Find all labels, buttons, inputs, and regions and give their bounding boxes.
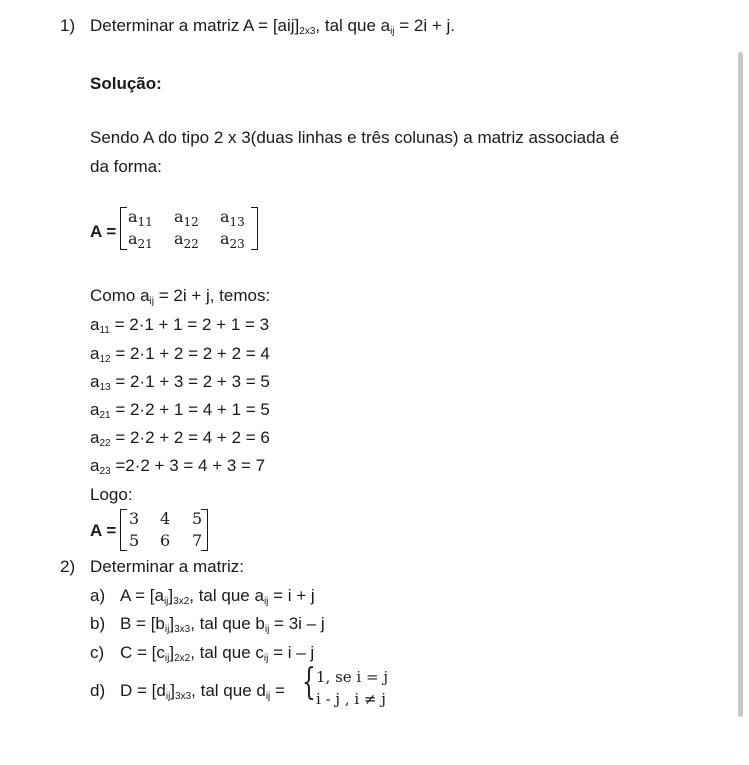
- solution-heading: Solução:: [90, 74, 162, 93]
- matrix-value: 4: [160, 509, 171, 528]
- como-line: Como $a_{ij} = 2i + j$, temos:: [90, 286, 271, 307]
- generic-matrix: [120, 207, 258, 251]
- calc-line: $a_{13} = 2\cdot 1 + 3 = 2 + 3 = 5$: [90, 372, 270, 393]
- matrix-entry-a22: $a_{22}$: [174, 229, 199, 251]
- question-2-number: 2): [60, 557, 76, 576]
- item-statement: $C = [c_{ij}]_{2x2}$, tal que $c_{ij} = i - j$: [120, 643, 315, 664]
- matrix-value: 3: [129, 509, 140, 528]
- matrix-value: 5: [192, 509, 203, 528]
- matrix-entry-a13: $a_{13}$: [220, 207, 245, 229]
- calc-line: $a_{11} = 2\cdot 1 + 1 = 2 + 1 = 3$: [90, 315, 270, 336]
- item-letter: a): [90, 586, 106, 605]
- case-line: i - j , i ≠ j: [316, 690, 386, 708]
- item-letter: d): [90, 681, 106, 700]
- matrix-value: 5: [129, 531, 140, 550]
- logo-label: Logo:: [90, 485, 133, 504]
- matrix-entry-a21: $a_{21}$: [128, 229, 153, 251]
- calc-line: $a_{21} = 2\cdot 2 + 1 = 4 + 1 = 5$: [90, 400, 270, 421]
- case-line: 1, se i = j: [316, 668, 388, 686]
- item-letter: c): [90, 643, 105, 662]
- calc-line: $a_{12} = 2\cdot 1 + 2 = 2 + 2 = 4$: [90, 344, 270, 365]
- result-matrix: [120, 509, 208, 553]
- intro-line-2: da forma:: [90, 157, 162, 176]
- vertical-scrollbar[interactable]: [738, 52, 743, 717]
- question-1-statement: Determinar a matriz $A = [aij]_{2x3}$, tal que $a_{ij} = 2i + j$.: [90, 16, 456, 37]
- matrix-entry-a11: $a_{11}$: [128, 207, 153, 229]
- item-statement: $D = [d_{ij}]_{3x3}$, tal que $d_{ij}$ =: [120, 681, 285, 702]
- matrix-left-bracket: [120, 207, 127, 250]
- matrix-a-label: A =: [90, 222, 117, 241]
- calc-line: $a_{23} =2\cdot 2 + 3 = 4 + 3 = 7$: [90, 456, 266, 477]
- item-statement: $B = [b_{ij}]_{3x3}$, tal que $b_{ij} = 3i - j$: [120, 614, 325, 635]
- intro-line-1: Sendo A do tipo 2 x 3(duas linhas e três colunas) a matriz associada é: [90, 128, 620, 147]
- question-2-title: Determinar a matriz:: [90, 557, 244, 576]
- matrix-left-bracket: [120, 509, 127, 551]
- matrix-entry-a12: $a_{12}$: [174, 207, 199, 229]
- item-letter: b): [90, 614, 106, 633]
- matrix-entry-a23: $a_{23}$: [220, 229, 245, 251]
- calc-line: $a_{22} = 2\cdot 2 + 2 = 4 + 2 = 6$: [90, 428, 270, 449]
- matrix-value: 7: [192, 531, 203, 550]
- question-1-number: 1): [60, 16, 76, 35]
- matrix-result-label: A =: [90, 521, 117, 540]
- cases-brace: {: [302, 662, 316, 703]
- matrix-value: 6: [160, 531, 171, 550]
- matrix-right-bracket: [251, 207, 258, 250]
- item-statement: $A = [a_{ij}]_{3x2}$, tal que $a_{ij} = i + j$: [120, 586, 315, 607]
